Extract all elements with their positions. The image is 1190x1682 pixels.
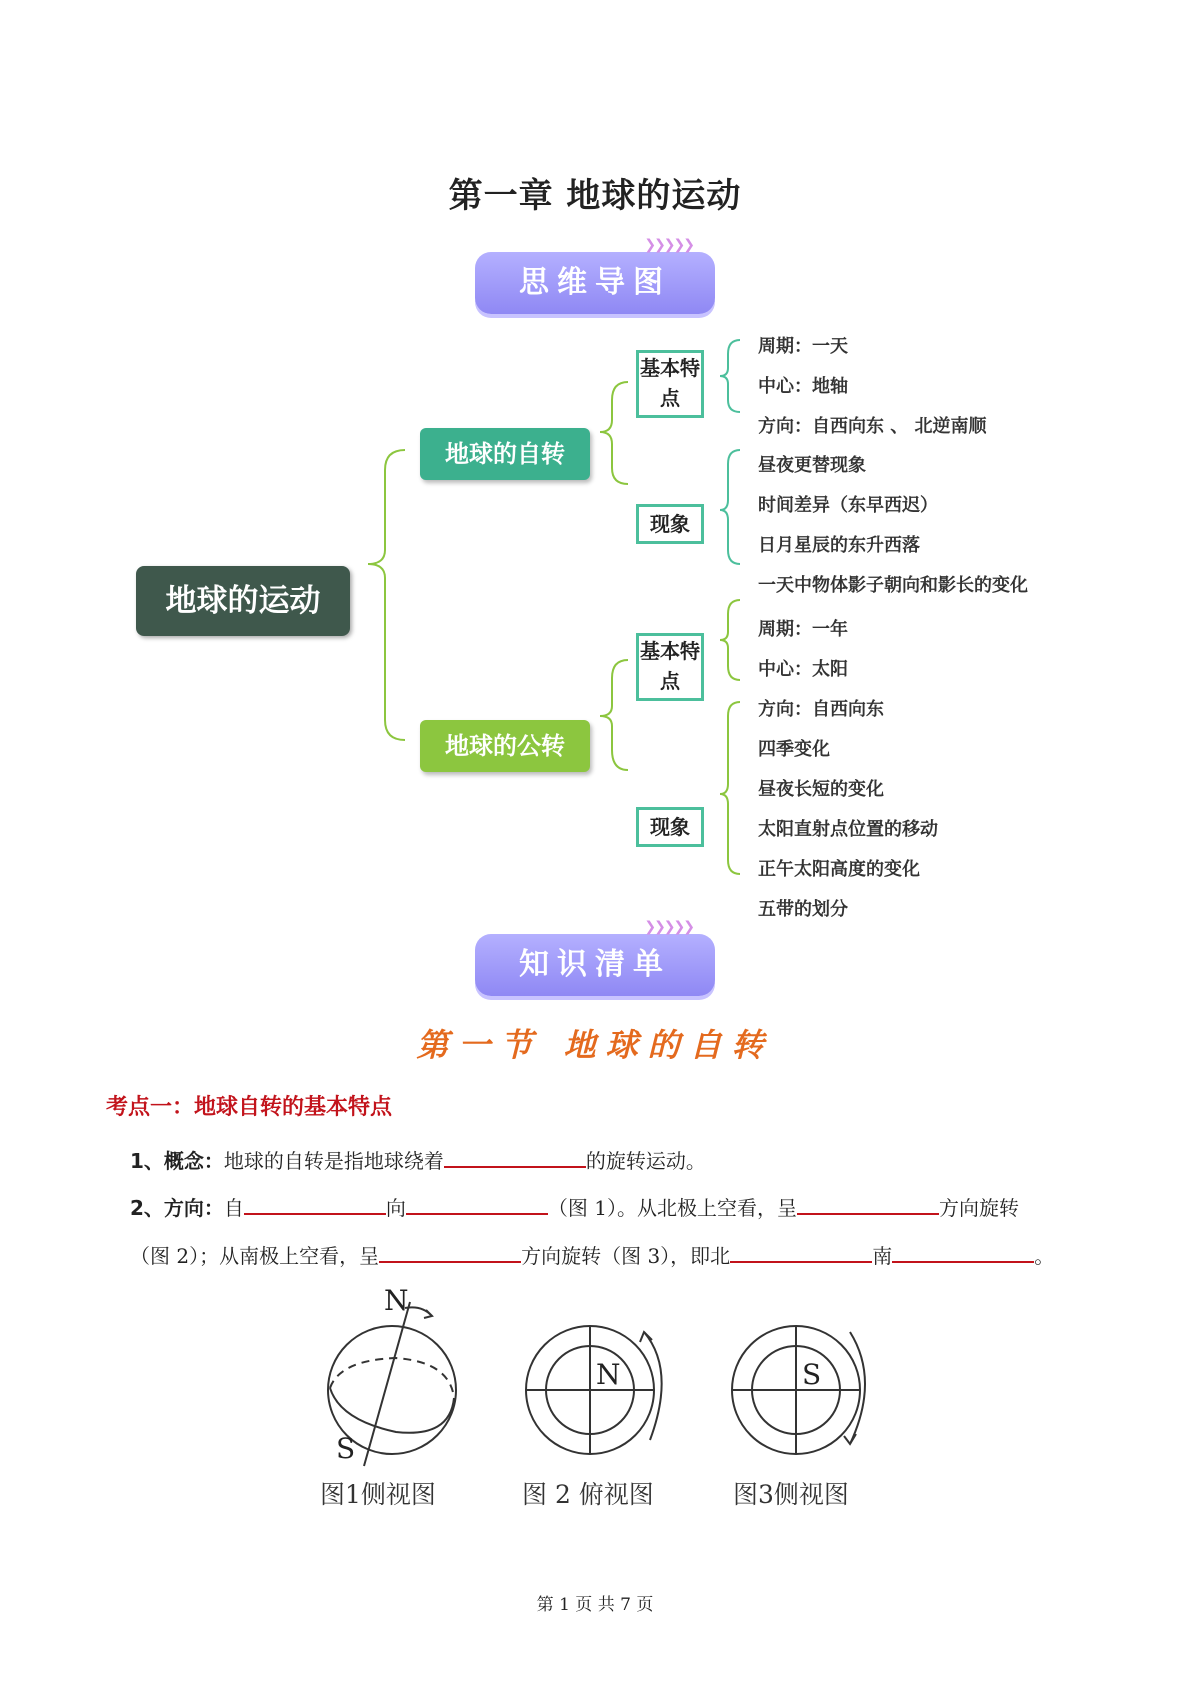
blank	[244, 1195, 386, 1215]
paragraph-3: （图 2）；从南极上空看，呈 方向旋转（图 3），即北 南 。	[130, 1244, 1055, 1268]
figure-2-caption: 图 2 俯视图	[522, 1480, 654, 1509]
knowledge-banner: 知识清单 ❯❯❯❯❯	[475, 934, 715, 996]
section-title: 第一节 地球的自转	[416, 1026, 774, 1064]
rotation-phen-box: 现象	[636, 504, 704, 544]
page-title: 第一章 地球的运动	[448, 176, 742, 216]
mindmap-root: 地球的运动	[136, 566, 350, 636]
paragraph-2: 2、方向：自 向 （图 1）。从北极上空看，呈 方向旋转	[130, 1196, 1020, 1220]
fig3-s: S	[802, 1358, 822, 1391]
fig2-n: N	[596, 1358, 621, 1391]
leaf: 中心：太阳	[758, 659, 848, 680]
leaf: 正午太阳高度的变化	[758, 859, 920, 880]
rotation-figures	[300, 1280, 900, 1480]
rotation-node: 地球的自转	[420, 428, 590, 480]
blank	[406, 1195, 548, 1215]
figure-1-caption: 图1侧视图	[320, 1480, 436, 1509]
leaf: 四季变化	[758, 739, 830, 760]
knowledge-banner-label: 知识清单	[519, 947, 671, 982]
leaf: 方向：自西向东	[758, 699, 884, 720]
page-footer: 第 1 页 共 7 页	[536, 1595, 654, 1615]
blank	[444, 1148, 586, 1168]
kaodian-heading: 考点一：地球自转的基本特点	[106, 1095, 393, 1120]
leaf: 昼夜更替现象	[758, 455, 866, 476]
leaf: 周期：一天	[758, 336, 848, 357]
blank	[892, 1243, 1034, 1263]
revolution-node: 地球的公转	[420, 720, 590, 772]
leaf: 周期：一年	[758, 619, 848, 640]
fig1-s: S	[336, 1432, 356, 1465]
blank	[730, 1243, 872, 1263]
mindmap-banner-label: 思维导图	[519, 265, 671, 300]
blank	[379, 1243, 521, 1263]
revolution-phen-box: 现象	[636, 807, 704, 847]
leaf: 太阳直射点位置的移动	[758, 819, 938, 840]
rotation-basic-box: 基本特点	[636, 350, 704, 418]
mindmap-banner: 思维导图 ❯❯❯❯❯	[475, 252, 715, 314]
figure-3-caption: 图3侧视图	[733, 1480, 849, 1509]
leaf: 日月星辰的东升西落	[758, 535, 920, 556]
leaf: 时间差异（东早西迟）	[758, 495, 938, 516]
fig1-n: N	[384, 1284, 409, 1317]
leaf: 昼夜长短的变化	[758, 779, 884, 800]
revolution-basic-box: 基本特点	[636, 633, 704, 701]
leaf: 一天中物体影子朝向和影长的变化	[758, 575, 1028, 596]
paragraph-1: 1、概念：地球的自转是指地球绕着 的旋转运动。	[130, 1149, 706, 1173]
leaf: 中心：地轴	[758, 376, 848, 397]
leaf: 方向：自西向东 、 北逆南顺	[758, 416, 987, 437]
leaf: 五带的划分	[758, 899, 848, 920]
blank	[797, 1195, 939, 1215]
